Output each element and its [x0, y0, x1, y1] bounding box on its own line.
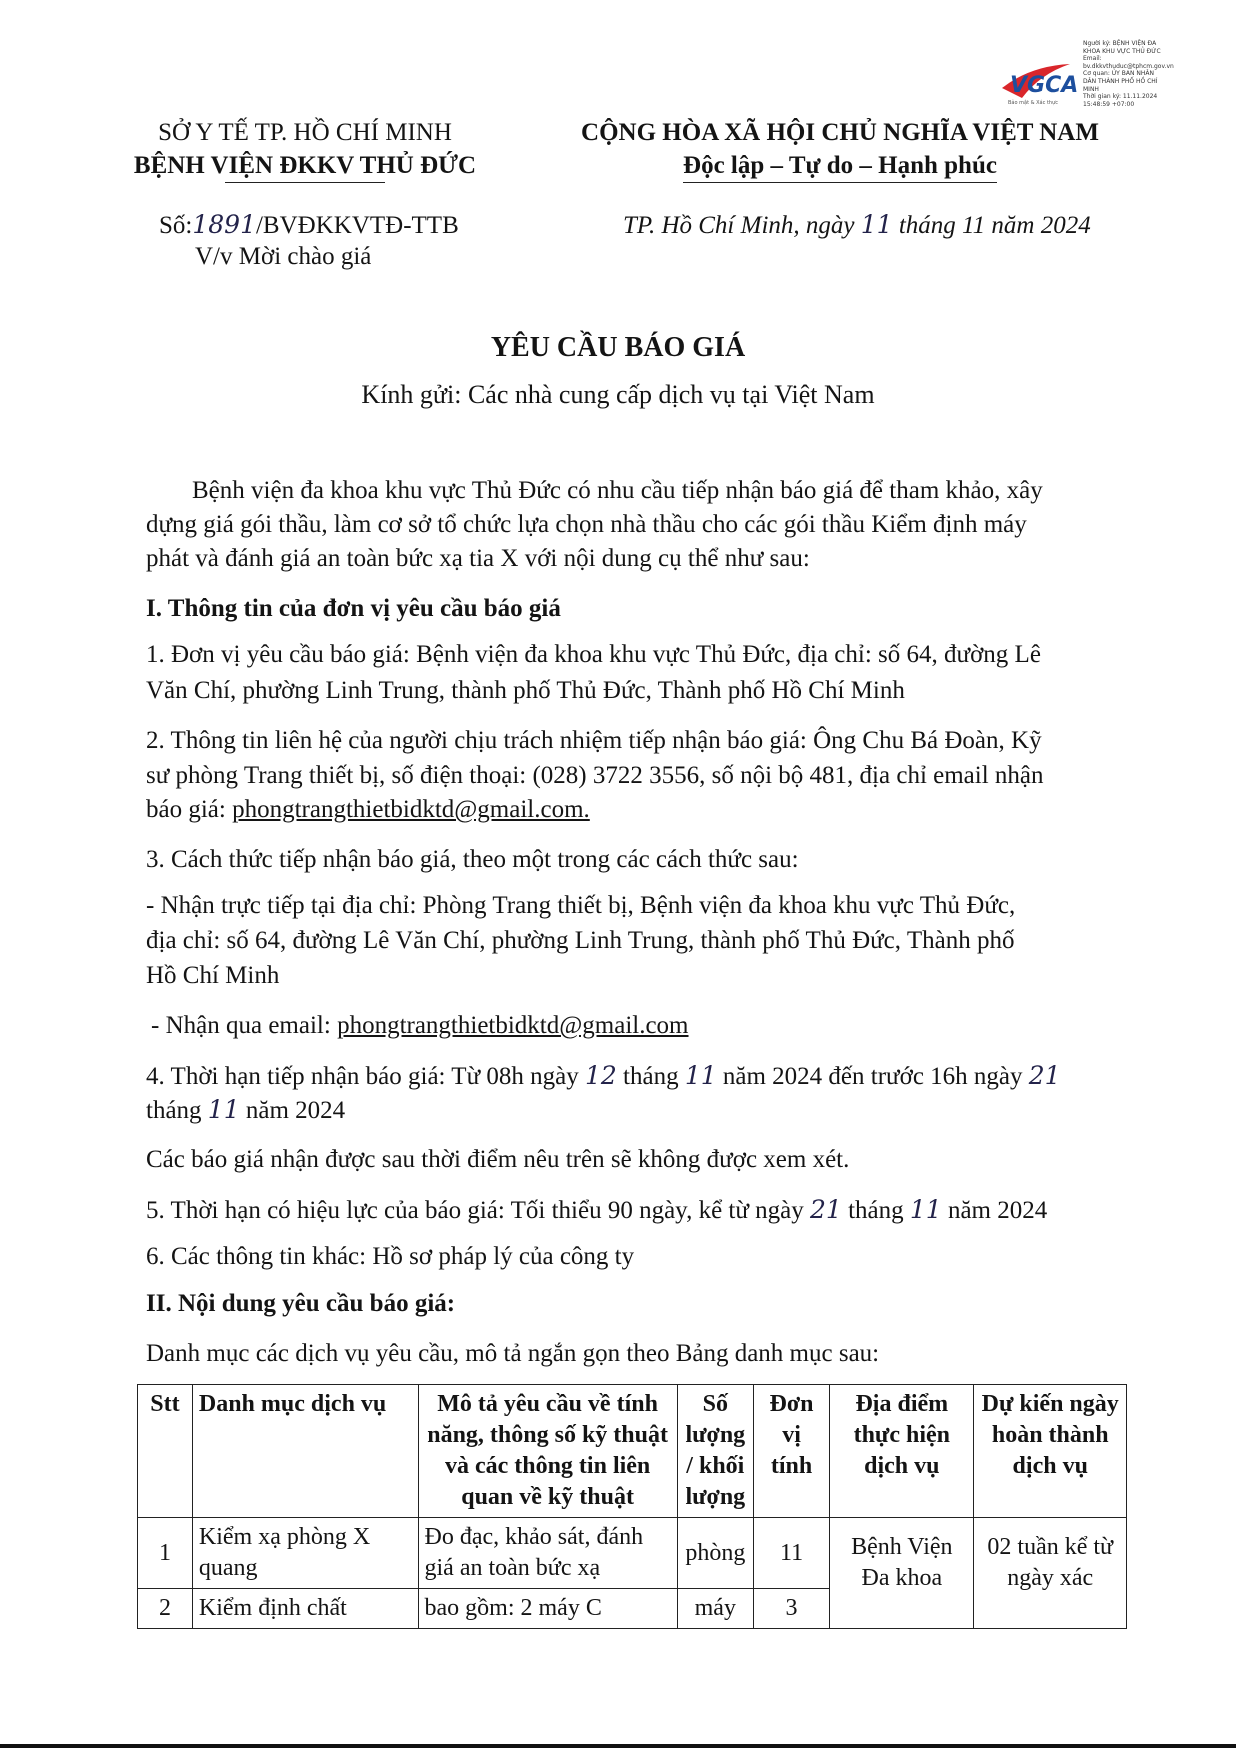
- vgca-logo-icon: [1000, 58, 1090, 108]
- document-number: Số:1891/BVĐKKVTĐ-TTB: [159, 210, 459, 239]
- email-link[interactable]: phongtrangthietbidktd@gmail.com: [337, 1012, 689, 1039]
- column-header: Đơn vị tính: [753, 1385, 829, 1518]
- column-header: Số lượng / khối lượng: [677, 1385, 753, 1518]
- issuer-block: [105, 116, 505, 183]
- intro-line: phát và đánh giá an toàn bức xạ tia X với nội dung cụ thể như sau:: [146, 545, 810, 572]
- item-2-line: 2. Thông tin liên hệ của người chịu trách nhiệm tiếp nhận báo giá: Ông Chu Bá Đoàn, Kỹ: [146, 727, 1042, 754]
- item-3a-line: địa chỉ: số 64, đường Lê Văn Chí, phường Linh Trung, thành phố Thủ Đức, Thành phố: [146, 927, 1015, 954]
- item-3a-line: Hồ Chí Minh: [146, 962, 280, 989]
- column-header: Mô tả yêu cầu về tính năng, thông số kỹ thuật và các thông tin liên quan về kỹ thuật: [418, 1385, 677, 1518]
- section-2-intro: Danh mục các dịch vụ yêu cầu, mô tả ngắn gọn theo Bảng danh mục sau:: [146, 1340, 880, 1367]
- item-4-note: Các báo giá nhận được sau thời điểm nêu trên sẽ không được xem xét.: [146, 1146, 850, 1173]
- national-heading: [520, 116, 1160, 183]
- hospital-name: BỆNH VIỆN ĐKKV THỦ ĐỨC: [133, 152, 477, 179]
- intro-line: dựng giá gói thầu, làm cơ sở tổ chức lựa chọn nhà thầu cho các gói thầu Kiểm định máy: [146, 511, 1027, 538]
- item-2-line: báo giá: phongtrangthietbidktd@gmail.com.: [146, 796, 590, 823]
- document-title: YÊU CẦU BÁO GIÁ: [490, 332, 746, 363]
- table-row: 1 Kiểm xạ phòng X quang Đo đạc, khảo sát, đánh giá an toàn bức xạ phòng 11 Bệnh Viện Đa khoa 02 tuần kể từ ngày xác: [138, 1518, 1127, 1589]
- services-table: [137, 1384, 1127, 1629]
- item-6-line: 6. Các thông tin khác: Hồ sơ pháp lý của công ty: [146, 1243, 635, 1270]
- email-link[interactable]: phongtrangthietbidktd@gmail.com.: [232, 796, 590, 823]
- item-3-line: 3. Cách thức tiếp nhận báo giá, theo một trong các cách thức sau:: [146, 846, 799, 873]
- signature-details: Người ký: BỆNH VIỆN ĐA KHOA KHU VỰC THỦ ĐỨC Email: bv.dkkvthuduc@tphcm.gov.vn Cơ quan: ỦY BAN NHÂN DÂN THÀNH PHỐ HỒ CHÍ MINH Thời gian ký: 11.11.2024 15:48:59 +07:00: [1083, 40, 1174, 108]
- svg-text:VGCA: VGCA: [1010, 73, 1079, 98]
- location-cell: Bệnh Viện Đa khoa: [830, 1518, 974, 1629]
- divider: [225, 182, 385, 183]
- item-2-line: sư phòng Trang thiết bị, số điện thoại: (028) 3722 3556, số nội bộ 481, địa chỉ email nhận: [146, 762, 1044, 789]
- page-edge: [0, 1744, 1236, 1748]
- table-header-row: [138, 1385, 1127, 1518]
- item-1-line: 1. Đơn vị yêu cầu báo giá: Bệnh viện đa khoa khu vực Thủ Đức, địa chỉ: số 64, đường Lê: [146, 641, 1041, 668]
- table-row: 2 Kiểm định chất bao gồm: 2 máy C máy 3: [138, 1589, 1127, 1629]
- item-3b-line: - Nhận qua email: phongtrangthietbidktd@gmail.com: [151, 1012, 689, 1039]
- item-5-line: 5. Thời hạn có hiệu lực của báo giá: Tối thiểu 90 ngày, kể từ ngày 21 tháng 11 năm 2024: [146, 1195, 1048, 1224]
- column-header: Dự kiến ngày hoàn thành dịch vụ: [974, 1385, 1127, 1518]
- section-1-heading: I. Thông tin của đơn vị yêu cầu báo giá: [146, 595, 561, 622]
- document-date: TP. Hồ Chí Minh, ngày 11 tháng 11 năm 2024: [623, 210, 1091, 239]
- section-2-heading: II. Nội dung yêu cầu báo giá:: [146, 1290, 456, 1317]
- digital-signature-stamp: [1000, 40, 1200, 110]
- motto: Độc lập – Tự do – Hạnh phúc: [683, 149, 997, 183]
- svg-text:Bảo mật & Xác thực: Bảo mật & Xác thực: [1008, 100, 1058, 106]
- item-4-line: 4. Thời hạn tiếp nhận báo giá: Từ 08h ngày 12 tháng 11 năm 2024 đến trước 16h ngày 21: [146, 1061, 1061, 1090]
- country-name: CỘNG HÒA XÃ HỘI CHỦ NGHĨA VIỆT NAM: [581, 119, 1099, 146]
- item-1-line: Văn Chí, phường Linh Trung, thành phố Thủ Đức, Thành phố Hồ Chí Minh: [146, 677, 905, 704]
- item-3a-line: - Nhận trực tiếp tại địa chỉ: Phòng Trang thiết bị, Bệnh viện đa khoa khu vực Thủ Đức,: [146, 892, 1016, 919]
- completion-cell: 02 tuần kể từ ngày xác: [974, 1518, 1127, 1629]
- item-4-line: tháng 11 năm 2024: [146, 1095, 346, 1124]
- department-name: SỞ Y TẾ TP. HỒ CHÍ MINH: [158, 119, 452, 146]
- column-header: Địa điểm thực hiện dịch vụ: [830, 1385, 974, 1518]
- column-header: Danh mục dịch vụ: [192, 1385, 418, 1518]
- intro-line: Bệnh viện đa khoa khu vực Thủ Đức có nhu cầu tiếp nhận báo giá để tham khảo, xây: [192, 477, 1043, 504]
- document-subject: V/v Mời chào giá: [195, 243, 372, 270]
- addressee: Kính gửi: Các nhà cung cấp dịch vụ tại Việt Nam: [361, 380, 875, 409]
- column-header: Stt: [138, 1385, 193, 1518]
